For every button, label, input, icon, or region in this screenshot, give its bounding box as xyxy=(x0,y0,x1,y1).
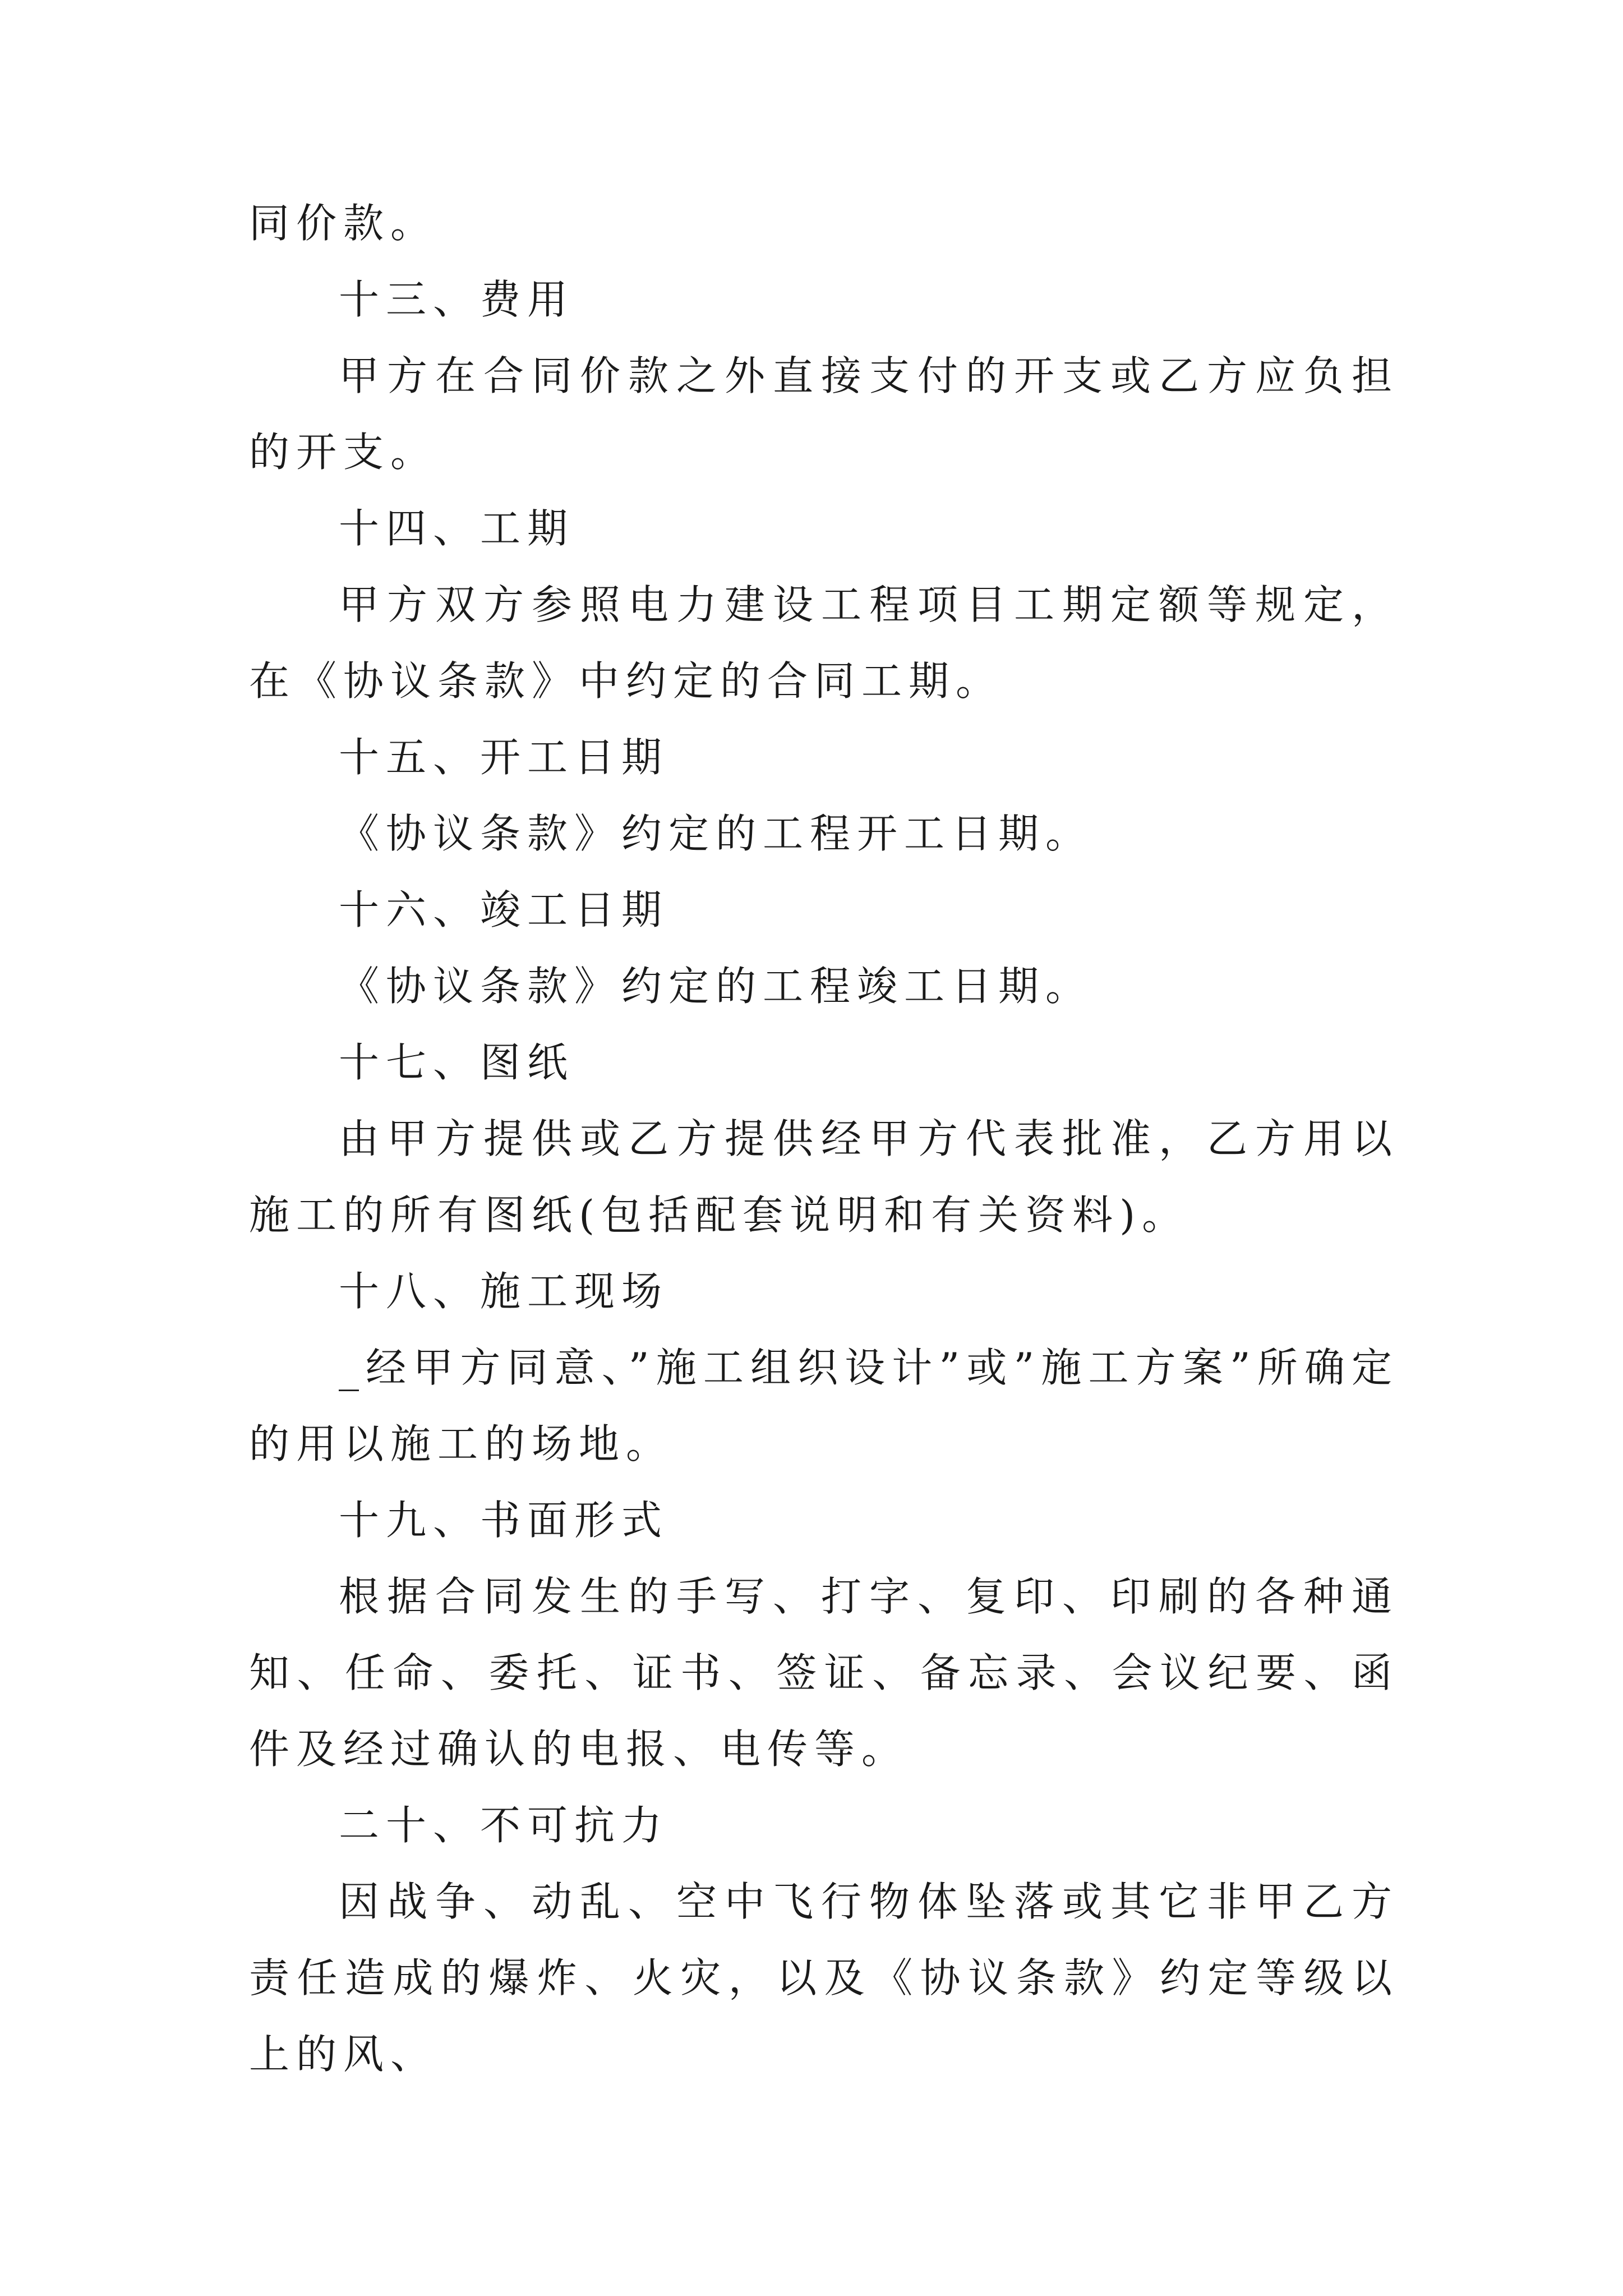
section-heading-17: 十七、图纸 xyxy=(339,1039,575,1086)
paragraph-construction-site: _经甲方同意、”施工组织设计”或”施工方案”所确定的用以施工的场地。 xyxy=(249,1344,1399,1467)
section-heading-15: 十五、开工日期 xyxy=(339,734,669,781)
paragraph-start-date: 《协议条款》约定的工程开工日期。 xyxy=(339,810,1093,857)
section-heading-18: 十八、施工现场 xyxy=(339,1268,669,1315)
paragraph-expenses: 甲方在合同价款之外直接支付的开支或乙方应负担的开支。 xyxy=(249,352,1399,476)
paragraph-completion-date: 《协议条款》约定的工程竣工日期。 xyxy=(339,963,1093,1010)
section-heading-16: 十六、竣工日期 xyxy=(339,886,669,933)
paragraph-construction-period: 甲方双方参照电力建设工程项目工期定额等规定，在《协议条款》中约定的合同工期。 xyxy=(249,581,1399,705)
section-heading-13: 十三、费用 xyxy=(339,276,575,323)
section-heading-20: 二十、不可抗力 xyxy=(339,1802,669,1849)
section-heading-14: 十四、工期 xyxy=(339,505,575,552)
paragraph-written-form: 根据合同发生的手写、打字、复印、印刷的各种通知、任命、委托、证书、签证、备忘录、会议纪要、函件及经过确认的电报、电传等。 xyxy=(249,1573,1399,1773)
document-body xyxy=(249,185,1399,2092)
section-heading-19: 十九、书面形式 xyxy=(339,1497,669,1544)
paragraph-force-majeure: 因战争、动乱、空中飞行物体坠落或其它非甲乙方责任造成的爆炸、火灾，以及《协议条款》约定等级以上的风、 xyxy=(249,1878,1399,2078)
paragraph-drawings: 由甲方提供或乙方提供经甲方代表批准，乙方用以施工的所有图纸(包括配套说明和有关资料)。 xyxy=(249,1115,1399,1239)
paragraph-contract-price-end: 同价款。 xyxy=(249,200,438,247)
